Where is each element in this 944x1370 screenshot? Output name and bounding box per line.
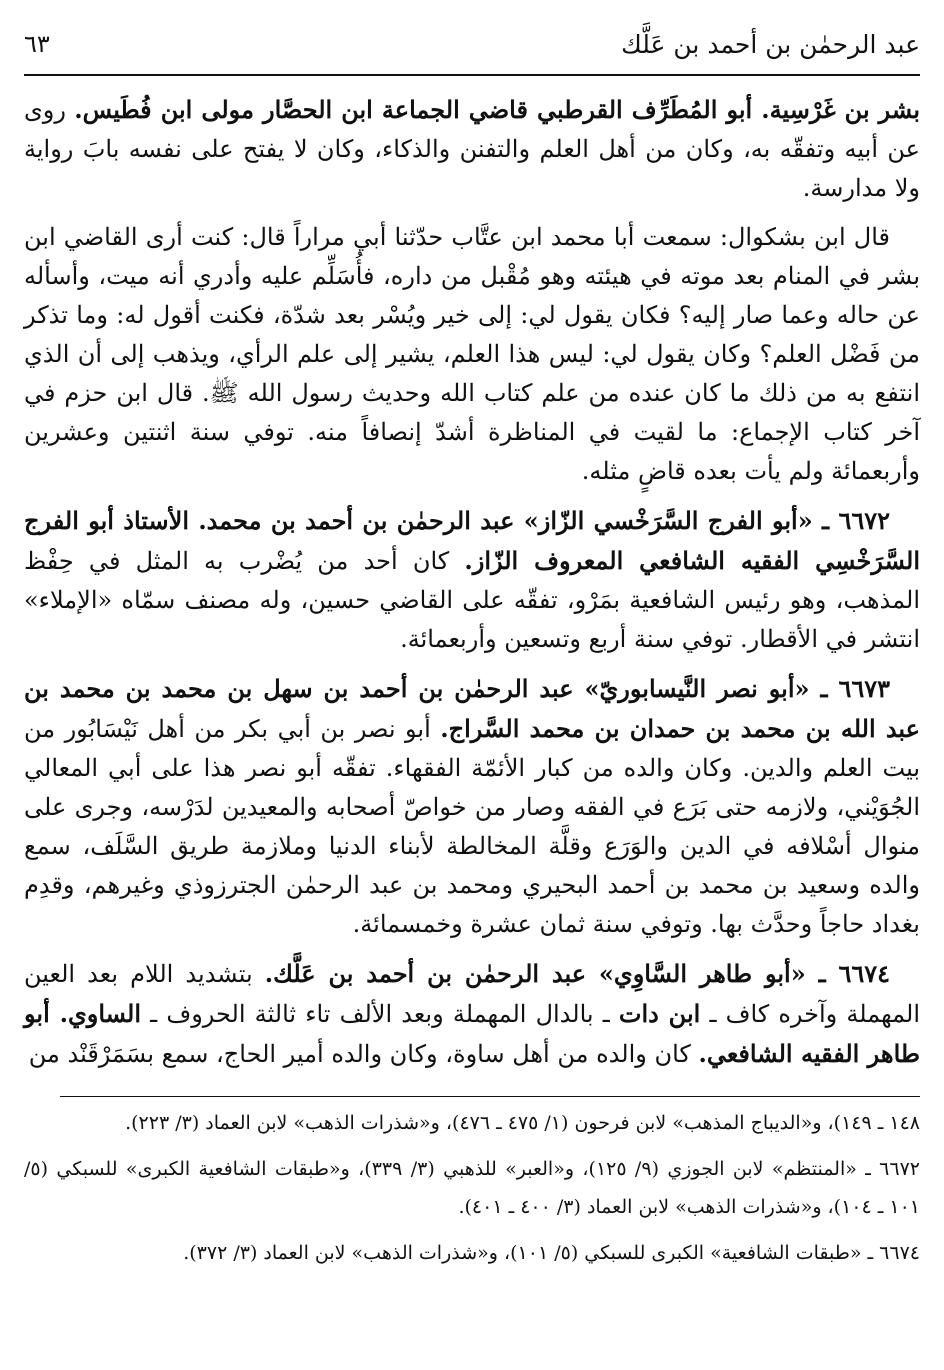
footnote-rule (60, 1096, 920, 1097)
entry-text: ـ بالدال المهملة وبعد الألف تاء ثالثة الحروف ـ (141, 1000, 619, 1028)
entry-text: قال ابن بشكوال: سمعت أبا محمد ابن عتَّاب حدّثنا أبي مراراً قال: كنت أرى القاضي ابن بشر في المنام بعد موته في هيئته وهو مُقْبل من داره، فأُسَلِّم عليه وأدري أنه ميت، وأسأله عن حاله وعما صار إليه؟ فكان يقول لي: إلى خير ويُسْر بعد شدّة، فكنت أقول له: وما تذكر من فَضْل العلم؟ وكان يقول لي: ليس هذا العلم، يشير إلى علم الرأي، ويذهب إلى أن الذي انتفع به من ذلك ما كان عنده من علم كتاب الله وحديث رسول الله ﷺ. قال ابن حزم في آخر كتاب الإجماع: ما لقيت في المناظرة أشدّ إنصافاً منه. توفي سنة اثنتين وعشرين وأربعمائة ولم يأت بعده قاضٍ مثله. (24, 223, 920, 485)
header-rule (24, 74, 920, 76)
page-header (24, 22, 920, 66)
entry-text: كان والده من أهل ساوة، وكان والده أمير الحاج، سمع بسَمَرْقَنْد من (28, 1040, 699, 1068)
entry-heading: ٦٦٧٢ ـ «أبو الفرج السَّرَخْسي الزّاز» عبد الرحمٰن بن أحمد بن محمد. الأستاذ أبو الفرج السَّرَخْسِي الفقيه الشافعي المعروف الزّاز. (24, 506, 920, 575)
entry-name-part: الساوي. أبو طاهر الفقيه الشافعي. (24, 999, 920, 1068)
main-text (24, 90, 920, 1084)
paragraph-ibn-bashkuwal-quote (24, 218, 920, 491)
entry-heading: ٦٦٧٤ ـ «أبو طاهر السَّاوِي» عبد الرحمٰن بن أحمد بن عَلَّك. (264, 959, 891, 988)
footnote: ٦٦٧٤ ـ «طبقات الشافعية» الكبرى للسبكي (٥/ ١٠١)، و«شذرات الذهب» لابن العماد (٣/ ٣٧٢). (183, 1242, 920, 1264)
entry-heading: بشر بن غَرْسِية. أبو المُطَرِّف القرطبي قاضي الجماعة ابن الحصَّار مولى ابن فُطَيس. (74, 95, 921, 124)
entry-heading: ٦٦٧٣ ـ «أبو نصر النَّيسابوريّ» عبد الرحمٰن بن أحمد بن سهل بن محمد بن محمد بن عبد الله بن محمد بن حمدان بن محمد السَّراج. (24, 674, 920, 743)
paragraph-ibn-bishr (24, 90, 920, 208)
entry-6672 (24, 501, 920, 659)
entry-6674 (24, 954, 920, 1074)
entry-6673 (24, 669, 920, 944)
footnote: ١٤٨ ـ ١٤٩)، و«الديباج المذهب» لابن فرحون (١/ ٤٧٥ ـ ٤٧٦)، و«شذرات الذهب» لابن العماد (٣/ ٢٢٣). (125, 1112, 920, 1134)
entry-text: أبو نصر بن أبي بكر من أهل نَيْسَابُور من بيت العلم والدين. وكان والده من كبار الأئمّة الفقهاء. تفقّه أبو نصر هذا على أبي المعالي الجُوَيْني، ولازمه حتى بَرَع في الفقه وصار من خواصّ أصحابه والمعيدين لدَرْسه، وجرى على منوال أسْلافه في الدين والوَرَع وقلَّة المخالطة لأبناء الدنيا وملازمة طريق السَّلَف، سمع والده وسعيد بن محمد بن أحمد البحيري ومحمد بن عبد الرحمٰن الجترزوذي وغيرهم، وقدِم بغداد حاجاً وحدَّث بها. وتوفي سنة ثمان عشرة وخمسمائة. (24, 715, 920, 938)
entry-text: بتشديد اللام بعد العين المهملة وآخره كاف ـ (24, 960, 921, 1028)
page-number: ٦٣ (24, 30, 50, 58)
entry-name-part: ابن دات (618, 999, 701, 1028)
entry-text: روى عن أبيه وتفقّه به، وكان من أهل العلم والتفنن والذكاء، وكان لا يفتح على نفسه بابَ رواية ولا مدارسة. (24, 96, 920, 202)
running-title: عبد الرحمٰن بن أحمد بن عَلَّك (621, 29, 920, 59)
footnote: ٦٦٧٢ ـ «المنتظم» لابن الجوزي (٩/ ١٢٥)، و«العبر» للذهبي (٣/ ٣٣٩)، و«طبقات الشافعية الكبرى» للسبكي (٥/ ١٠١ ـ ١٠٤)، و«شذرات الذهب» لابن العماد (٣/ ٤٠٠ ـ ٤٠١). (24, 1158, 920, 1218)
footnotes (24, 1104, 920, 1280)
entry-text: كان أحد من يُضْرب به المثل في حِفْظ المذهب، وهو رئيس الشافعية بمَرْو، تفقّه على القاضي حسين، وله مصنف سمّاه «الإملاء» انتشر في الأقطار. توفي سنة أربع وتسعين وأربعمائة. (24, 547, 920, 653)
